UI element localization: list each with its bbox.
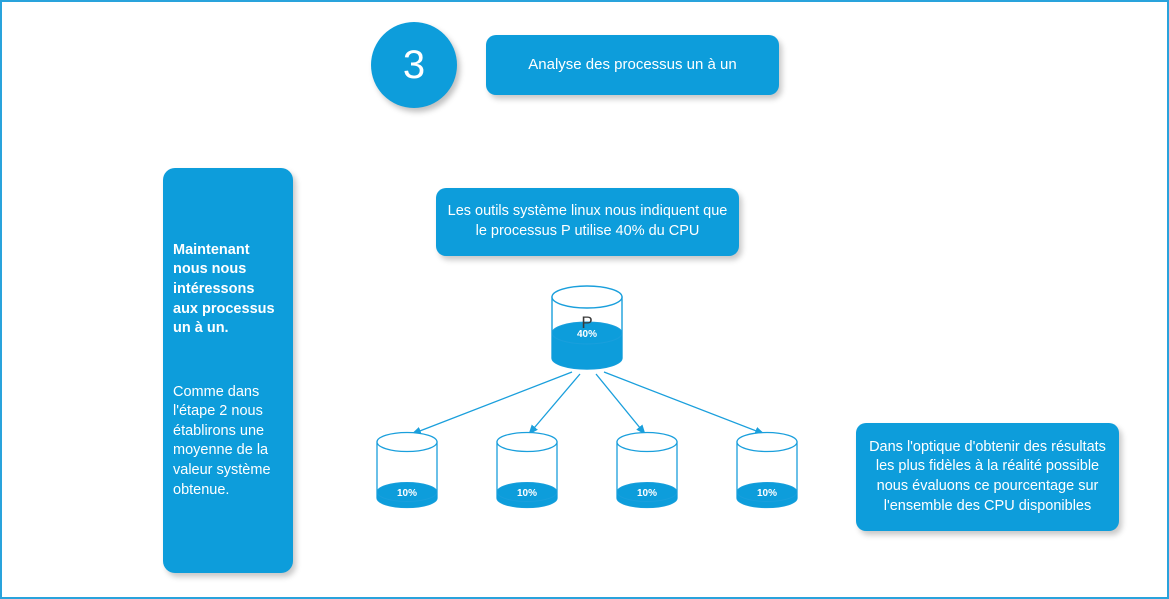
child-cpu-cylinder-2 — [495, 432, 559, 510]
parent-process-label: P — [581, 313, 593, 332]
step-title-box — [486, 35, 779, 95]
step-number-badge — [371, 22, 457, 108]
step-number-label: 3 — [402, 42, 426, 87]
arrow-to-child-3 — [596, 374, 645, 434]
child-cpu-percent-4: 10% — [756, 488, 777, 499]
parent-process-cylinder — [550, 285, 624, 370]
child-cpu-cylinder-4 — [735, 432, 799, 510]
left-panel-paragraph-1: Maintenant nous nous intéressons aux processus un à un. — [173, 241, 275, 337]
child-cpu-percent-2: 10% — [516, 488, 537, 499]
linux-tools-callout — [436, 188, 739, 256]
arrow-to-child-4 — [604, 372, 764, 434]
cpu-availability-callout-label: Dans l'optique d'obtenir des résultats les plus fidèles à la réalité possible nous évaluons ce pourcentage sur l'ensemble des CPU disponibles — [869, 438, 1106, 514]
linux-tools-callout-label: Les outils système linux nous indiquent que le processus P utilise 40% du CPU — [447, 203, 728, 239]
left-info-panel — [163, 168, 293, 573]
child-cpu-cylinder-1 — [375, 432, 439, 510]
left-panel-paragraph-2: Comme dans l'étape 2 nous établirons une moyenne de la valeur système obtenue. — [173, 383, 271, 498]
cpu-availability-callout — [856, 423, 1119, 531]
step-title-label: Analyse des processus un à un — [528, 55, 737, 73]
child-cpu-percent-1: 10% — [396, 488, 417, 499]
child-cpu-cylinder-3 — [615, 432, 679, 510]
child-cpu-percent-3: 10% — [636, 488, 657, 499]
parent-process-percent: 40% — [576, 329, 597, 340]
arrow-to-child-1 — [412, 372, 572, 434]
arrow-to-child-2 — [529, 374, 580, 434]
